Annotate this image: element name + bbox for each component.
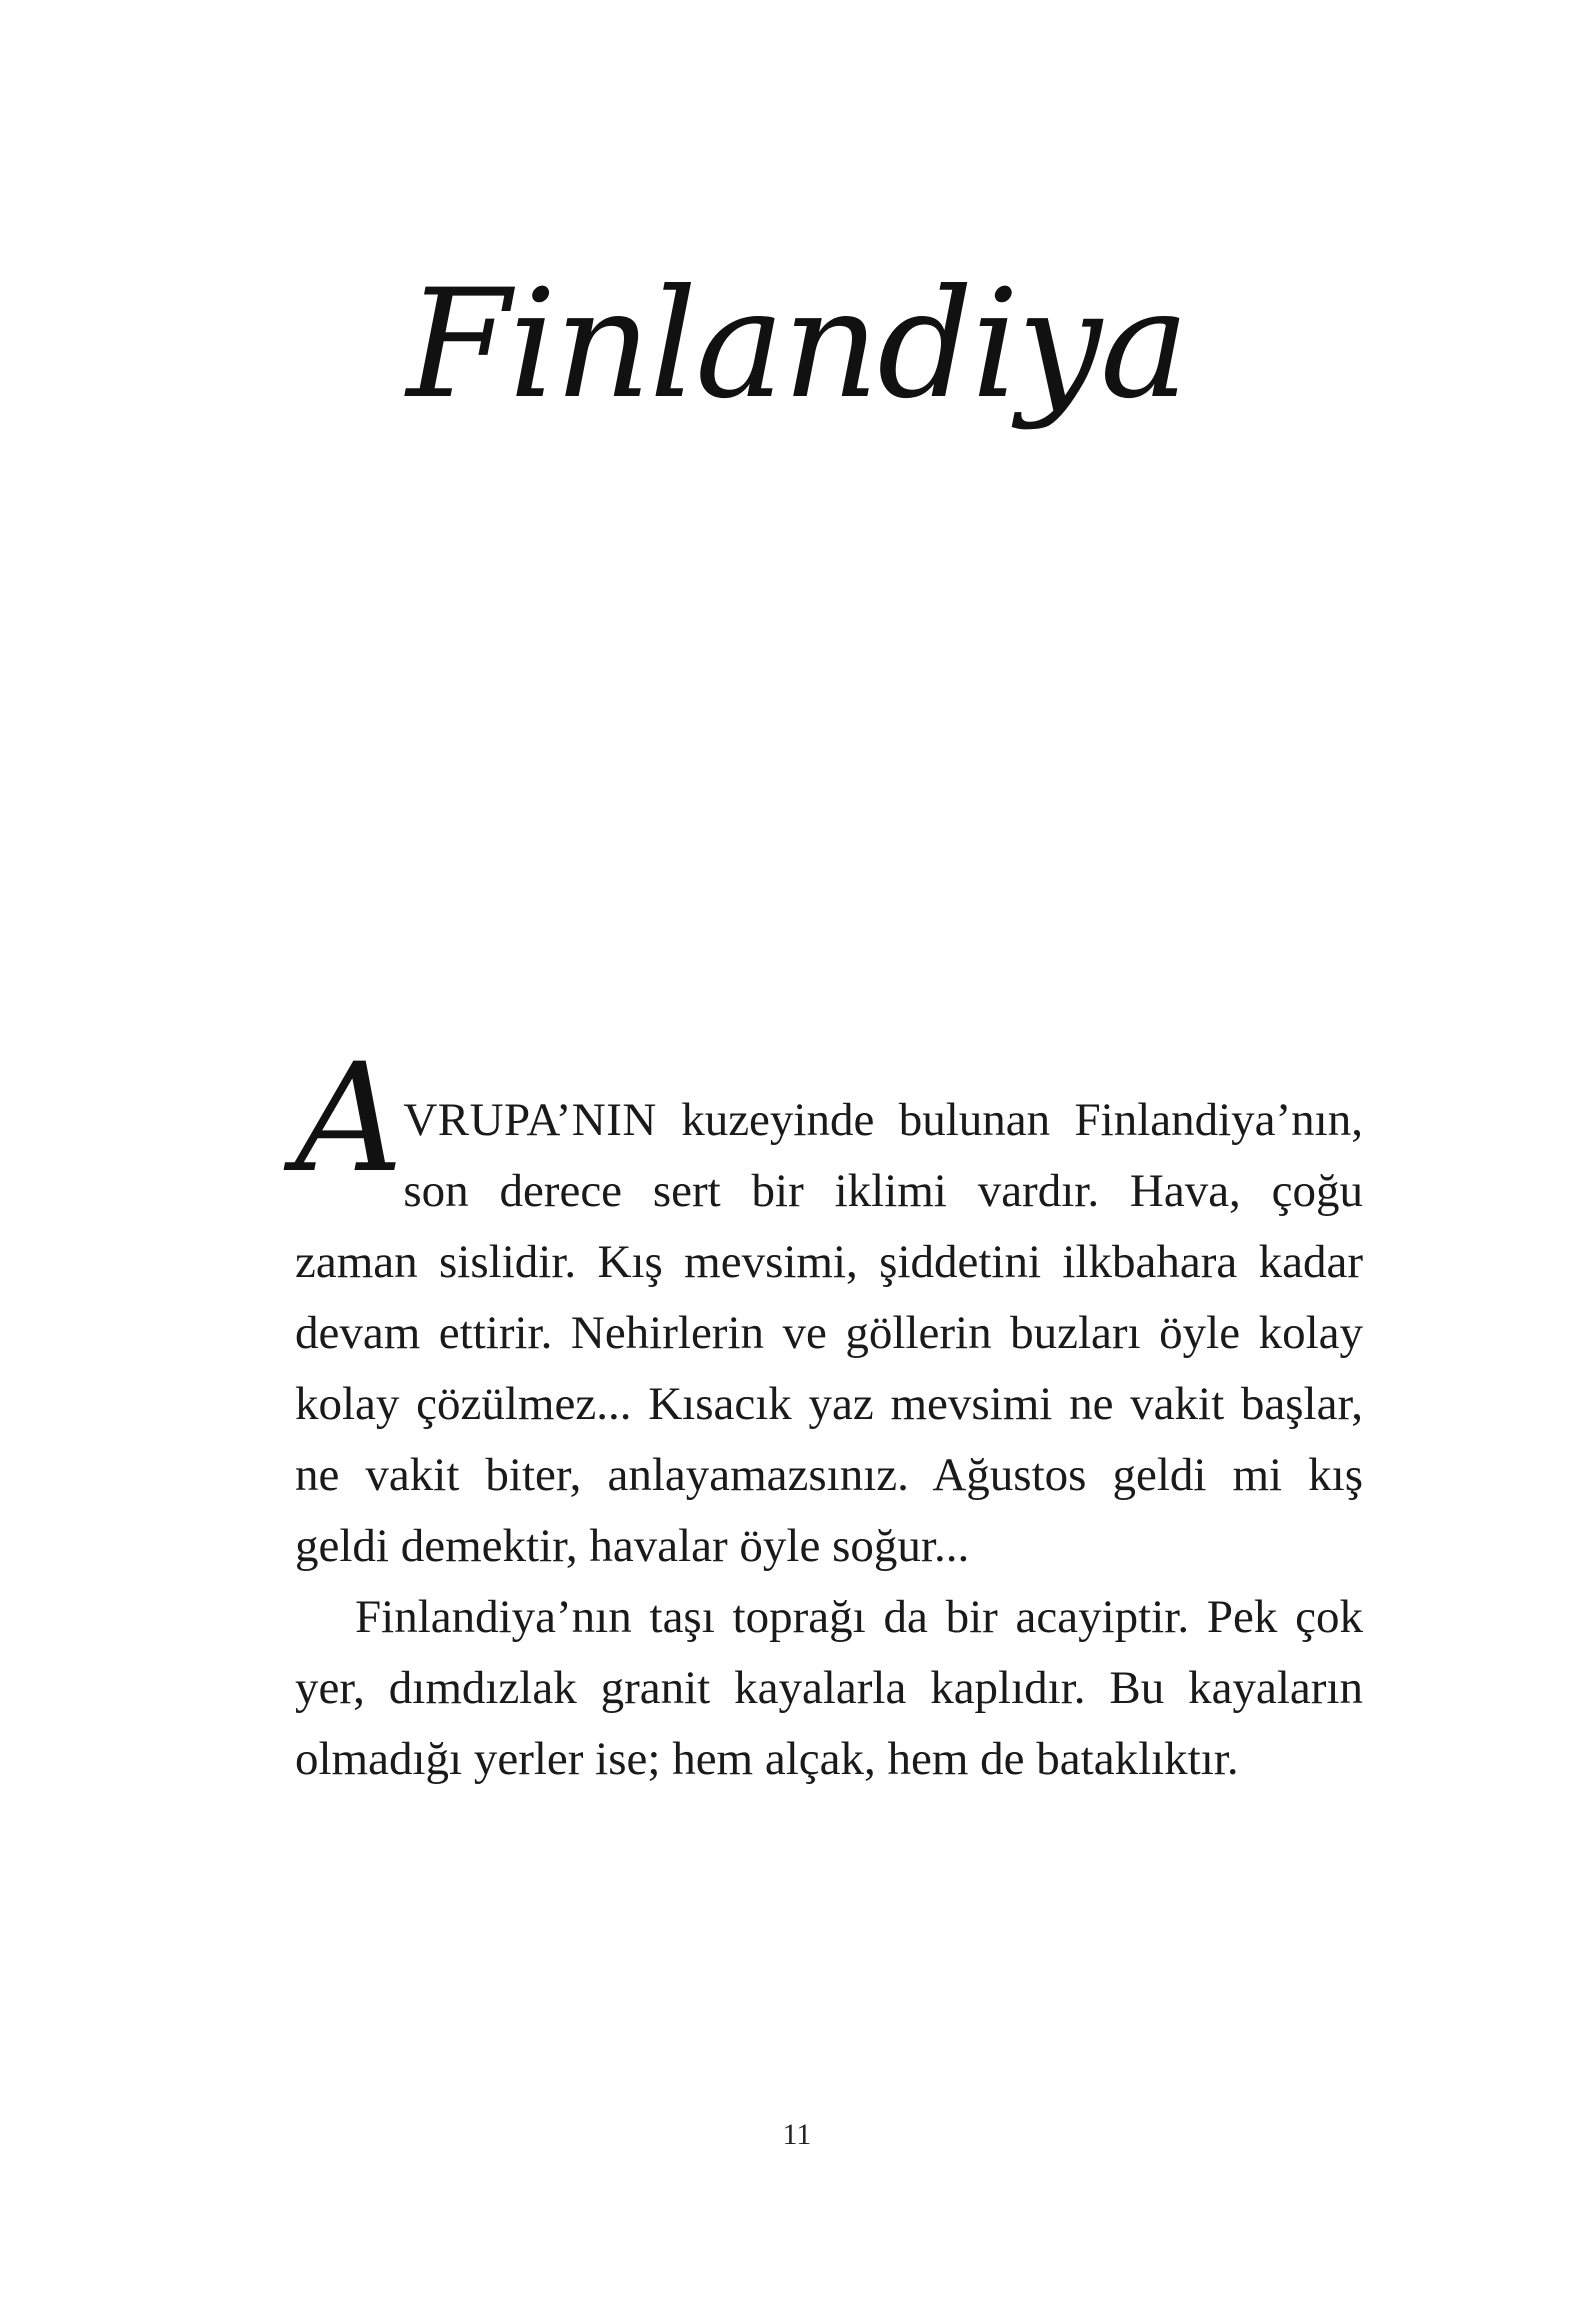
- page-number: 11: [782, 2118, 812, 2151]
- paragraph-1-text: kuzeyinde bulunan Finlandiya’nın, son derece sert bir iklimi vardır. Hava, çoğu zaman sislidir. Kış mevsimi, şiddetini ilkbahara kadar devam ettirir. Nehirlerin ve göllerin buzları öyle kolay kolay çözülmez... Kısacık yaz mevsimi ne vakit başlar, ne vakit biter, anlayamazsınız. Ağustos geldi mi kış geldi demektir, havalar öyle soğur...: [295, 1094, 1363, 1572]
- paragraph-2: Finlandiya’nın taşı toprağı da bir acayiptir. Pek çok yer, dımdızlak granit kayalarla kaplıdır. Bu kayaların olmadığı yerler ise; hem alçak, hem de bataklıktır.: [295, 1591, 1363, 1785]
- paragraph-1: [295, 1032, 1363, 1582]
- chapter-title: Finlandiya: [406, 258, 1188, 432]
- body-text: [295, 1032, 1363, 1795]
- lead-caps: VRUPA’NIN: [403, 1094, 657, 1146]
- drop-cap: A: [295, 1032, 404, 1206]
